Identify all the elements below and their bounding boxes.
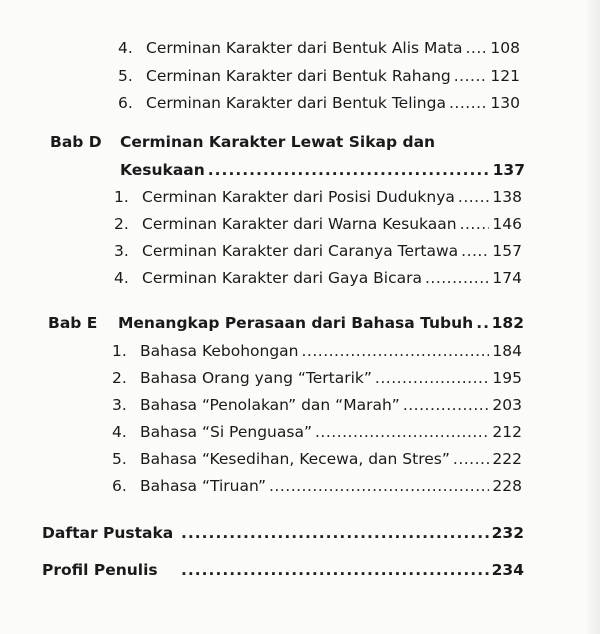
entry-title: Bahasa “Tiruan” bbox=[140, 477, 266, 495]
page-number: 182 bbox=[491, 314, 524, 332]
chapter-title-cont: Kesukaan bbox=[120, 161, 205, 179]
entry-number: 2. bbox=[112, 369, 127, 387]
entry-title: Cerminan Karakter dari Posisi Duduknya bbox=[142, 188, 455, 206]
chapter-heading bbox=[48, 313, 524, 333]
page-number: 212 bbox=[492, 423, 522, 441]
entry-number: 6. bbox=[118, 94, 133, 112]
page-number: 195 bbox=[492, 369, 522, 387]
page-number: 222 bbox=[492, 450, 522, 468]
dot-leader bbox=[476, 313, 488, 333]
entry-title: Bahasa “Kesedihan, Kecewa, dan Stres” bbox=[140, 450, 450, 468]
entry-number: 5. bbox=[118, 67, 133, 85]
toc-entry bbox=[118, 93, 520, 113]
toc-entry bbox=[112, 368, 522, 388]
chapter-heading-cont bbox=[120, 160, 525, 180]
entry-title: Cerminan Karakter dari Warna Kesukaan bbox=[142, 215, 457, 233]
toc-entry bbox=[114, 241, 522, 261]
dot-leader bbox=[454, 66, 488, 86]
end-matter-title: Daftar Pustaka bbox=[42, 524, 174, 542]
dot-leader bbox=[315, 422, 489, 442]
dot-leader bbox=[466, 38, 488, 58]
page-number: 146 bbox=[492, 215, 522, 233]
end-matter-entry bbox=[42, 560, 524, 580]
toc-entry bbox=[112, 341, 522, 361]
dot-leader bbox=[425, 268, 489, 288]
entry-title: Cerminan Karakter dari Gaya Bicara bbox=[142, 269, 422, 287]
page-number: 228 bbox=[492, 477, 522, 495]
dot-leader bbox=[460, 214, 490, 234]
toc-entry bbox=[114, 214, 522, 234]
page-number: 121 bbox=[490, 67, 520, 85]
dot-leader bbox=[269, 476, 489, 496]
entry-number: 3. bbox=[112, 396, 127, 414]
dot-leader bbox=[453, 449, 490, 469]
entry-number: 1. bbox=[114, 188, 129, 206]
entry-number: 5. bbox=[112, 450, 127, 468]
dot-leader bbox=[375, 368, 489, 388]
page-number: 232 bbox=[491, 524, 524, 542]
entry-number: 3. bbox=[114, 242, 129, 260]
end-matter-title: Profil Penulis bbox=[42, 561, 158, 579]
toc-entry bbox=[112, 422, 522, 442]
entry-title: Cerminan Karakter dari Caranya Tertawa bbox=[142, 242, 459, 260]
entry-title: Bahasa “Penolakan” dan “Marah” bbox=[140, 396, 400, 414]
entry-title: Bahasa Kebohongan bbox=[140, 342, 299, 360]
dot-leader bbox=[449, 93, 487, 113]
end-matter-entry bbox=[42, 523, 524, 543]
toc-entry bbox=[114, 187, 522, 207]
page-number: 184 bbox=[492, 342, 522, 360]
toc-entry bbox=[112, 449, 522, 469]
dot-leader bbox=[181, 560, 489, 580]
dot-leader bbox=[208, 160, 490, 180]
entry-number: 4. bbox=[112, 423, 127, 441]
chapter-title: Cerminan Karakter Lewat Sikap dan bbox=[120, 133, 436, 151]
chapter-label: Bab E bbox=[48, 314, 98, 332]
dot-leader bbox=[302, 341, 490, 361]
entry-number: 6. bbox=[112, 477, 127, 495]
toc-entry bbox=[118, 66, 520, 86]
entry-title: Bahasa Orang yang “Tertarik” bbox=[140, 369, 372, 387]
dot-leader bbox=[458, 187, 490, 207]
chapter-title: Menangkap Perasaan dari Bahasa Tubuh bbox=[118, 314, 474, 332]
page-number: 137 bbox=[492, 161, 525, 179]
entry-number: 4. bbox=[114, 269, 129, 287]
toc-entry bbox=[112, 395, 522, 415]
toc-entry bbox=[112, 476, 522, 496]
toc-entry bbox=[114, 268, 522, 288]
entry-number: 4. bbox=[118, 39, 133, 57]
page-number: 174 bbox=[492, 269, 522, 287]
entry-title: Cerminan Karakter dari Bentuk Alis Mata bbox=[146, 39, 463, 57]
page-number: 108 bbox=[490, 39, 520, 57]
dot-leader bbox=[461, 241, 489, 261]
toc-entry bbox=[118, 38, 520, 58]
page-number: 203 bbox=[492, 396, 522, 414]
entry-title: Cerminan Karakter dari Bentuk Rahang bbox=[146, 67, 451, 85]
chapter-heading bbox=[50, 132, 525, 152]
dot-leader bbox=[181, 523, 489, 543]
page-number: 138 bbox=[492, 188, 522, 206]
page-edge-shadow bbox=[584, 0, 600, 634]
dot-leader bbox=[403, 395, 490, 415]
entry-title: Bahasa “Si Penguasa” bbox=[140, 423, 312, 441]
page-number: 234 bbox=[491, 561, 524, 579]
chapter-label: Bab D bbox=[50, 133, 102, 151]
page-number: 130 bbox=[490, 94, 520, 112]
page-number: 157 bbox=[492, 242, 522, 260]
entry-title: Cerminan Karakter dari Bentuk Telinga bbox=[146, 94, 446, 112]
entry-number: 1. bbox=[112, 342, 127, 360]
entry-number: 2. bbox=[114, 215, 129, 233]
